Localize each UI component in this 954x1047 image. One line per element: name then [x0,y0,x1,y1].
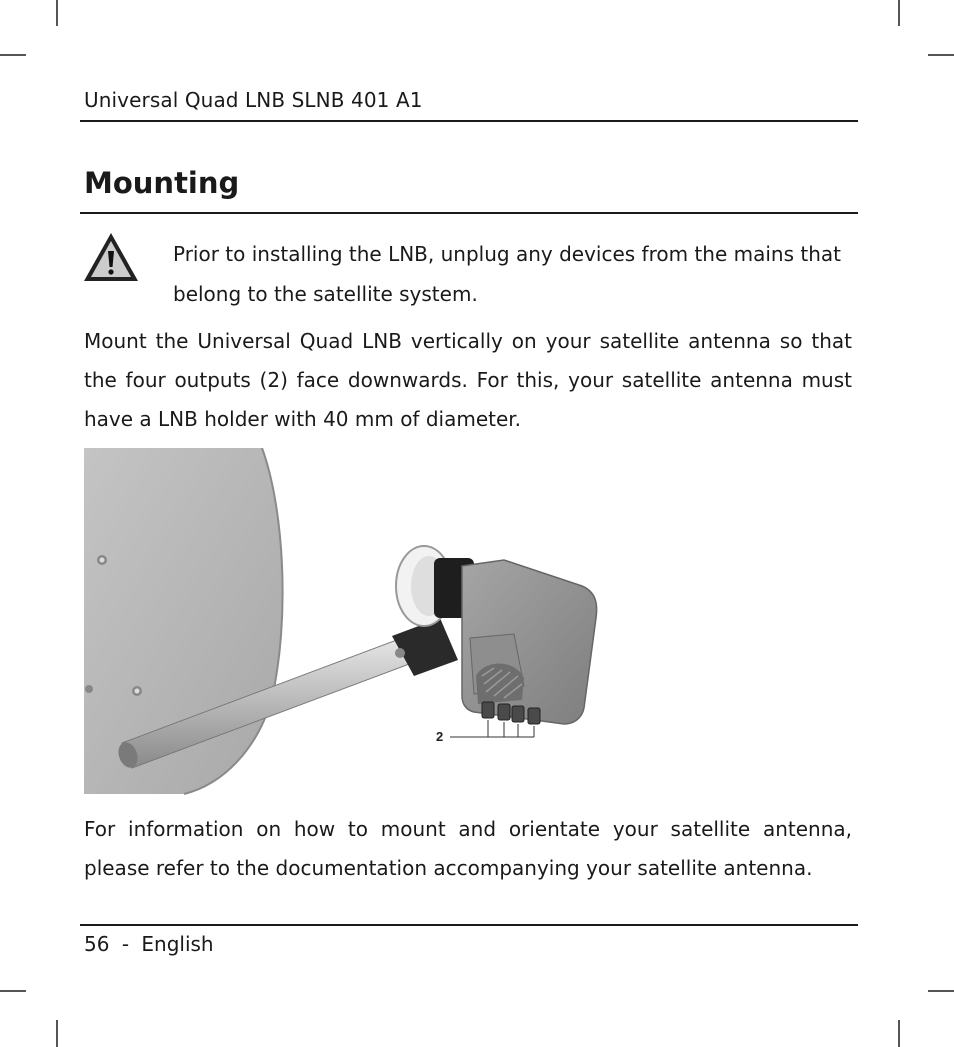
crop-mark [56,0,58,26]
page-footer [84,932,214,956]
footer-separator: - [121,932,130,956]
warning-text: Prior to installing the LNB, unplug any devices from the mains that belong to the satellite system. [173,242,841,306]
crop-mark [928,54,954,56]
documentation-paragraph: For information on how to mount and orientate your satellite antenna, please refer to the documentation accompanying your satellite antenna. [84,817,852,880]
warning-triangle-icon [82,231,140,283]
page-number: 56 [84,932,110,956]
crop-mark [56,1020,58,1047]
mounting-paragraph: Mount the Universal Quad LNB vertically on your satellite antenna so that the four outputs (2) face downwards. For this, your satellite antenna must have a LNB holder with 40 mm of diameter. [84,329,852,431]
section-title: Mounting [84,166,240,200]
header-rule [80,120,858,122]
running-header: Universal Quad LNB SLNB 401 A1 [84,88,423,112]
crop-mark [0,54,26,56]
crop-mark [898,0,900,26]
crop-mark [898,1020,900,1047]
callout-label: 2 [436,729,444,744]
crop-mark [0,990,26,992]
title-rule [80,212,858,214]
language-label: English [141,932,214,956]
lnb-mounting-figure [84,448,644,798]
crop-mark [928,990,954,992]
footer-rule [80,924,858,926]
